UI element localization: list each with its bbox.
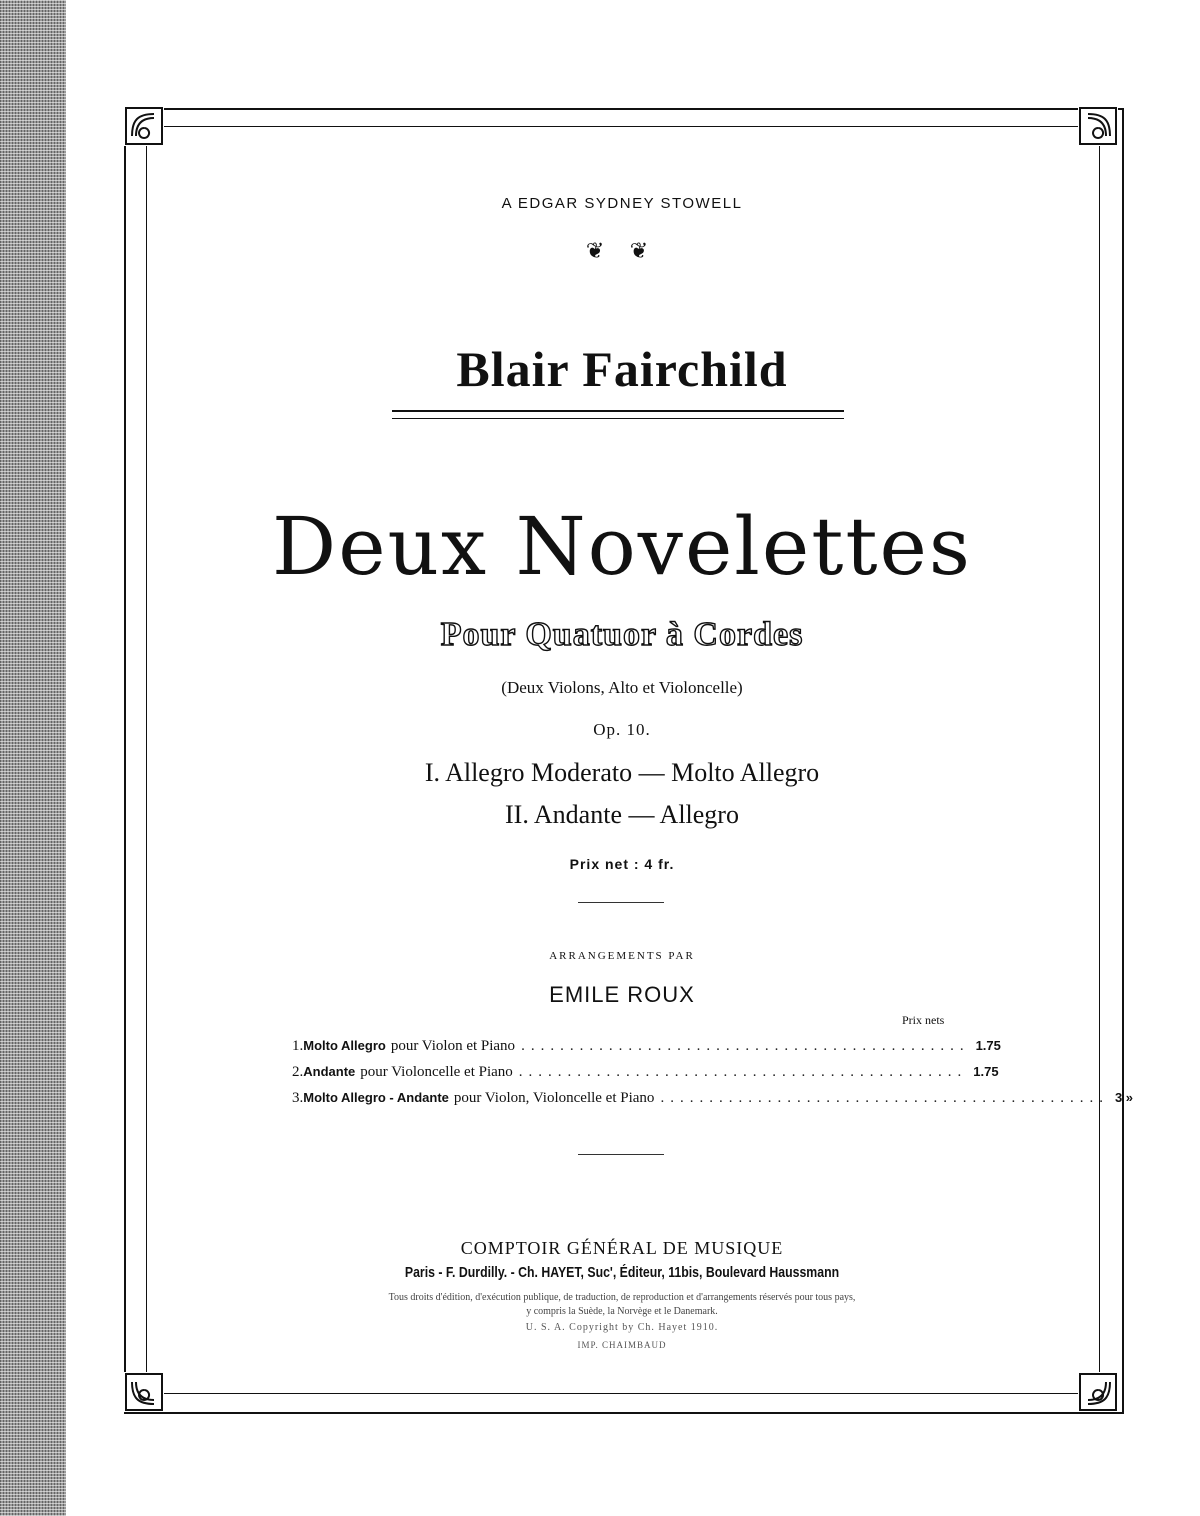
dedication: A EDGAR SYDNEY STOWELL — [501, 195, 743, 212]
printer-imprint: IMP. CHAIMBAUD — [577, 1340, 667, 1350]
item-price: 1.75 — [975, 1038, 1001, 1053]
item-number: 1. — [292, 1038, 304, 1054]
divider — [578, 1154, 664, 1155]
rights-notice: Tous droits d'édition, d'exécution publique, de traduction, de reproduction et d'arrangements réservés pour tous pays, — [388, 1292, 856, 1303]
divider — [578, 902, 664, 903]
opus-number: Op. 10. — [593, 720, 651, 739]
work-subtitle: Pour Quatuor à Cordes — [440, 616, 804, 653]
item-price: 1.75 — [973, 1064, 999, 1079]
corner-ornament-icon — [1078, 106, 1118, 146]
composer-name: Blair Fairchild — [456, 341, 788, 397]
item-title: Andante — [303, 1064, 356, 1079]
rights-notice-countries: y compris la Suède, la Norvège et le Danemark. — [526, 1306, 718, 1317]
divider — [392, 410, 844, 412]
movement-2: II. Andante — Allegro — [505, 800, 739, 829]
arrangements-label: ARRANGEMENTS PAR — [549, 950, 695, 962]
instrumentation: (Deux Violons, Alto et Violoncelle) — [501, 678, 743, 697]
corner-ornament-icon — [124, 106, 164, 146]
item-number: 2. — [292, 1064, 304, 1080]
divider — [392, 418, 844, 419]
item-instrumentation: pour Violon, Violoncelle et Piano — [453, 1090, 655, 1106]
arrangements-list — [292, 1038, 1134, 1116]
item-price: 3 » — [1114, 1090, 1134, 1105]
movement-1: I. Allegro Moderato — Molto Allegro — [424, 758, 820, 787]
leader-dots: .............................................. — [521, 1038, 970, 1054]
floral-ornament-icon: ❦ ❦ — [585, 238, 659, 263]
corner-ornament-icon — [1078, 1372, 1118, 1412]
price: Prix net : 4 fr. — [569, 856, 675, 872]
corner-ornament-icon — [124, 1372, 164, 1412]
item-instrumentation: pour Violon et Piano — [390, 1038, 516, 1054]
publisher-name: COMPTOIR GÉNÉRAL DE MUSIQUE — [460, 1238, 784, 1258]
arranger-name: EMILE ROUX — [549, 982, 695, 1007]
list-item — [292, 1064, 999, 1090]
copyright-notice: U. S. A. Copyright by Ch. Hayet 1910. — [525, 1322, 719, 1333]
item-instrumentation: pour Violoncelle et Piano — [360, 1064, 513, 1080]
item-title: Molto Allegro — [303, 1038, 386, 1053]
list-item — [292, 1090, 1134, 1116]
item-title: Molto Allegro - Andante — [303, 1090, 449, 1105]
leader-dots: .............................................. — [660, 1090, 1109, 1106]
list-item — [292, 1038, 1001, 1064]
work-title: Deux Novelettes — [272, 500, 972, 593]
book-binding — [0, 0, 66, 1516]
prices-header: Prix nets — [902, 1013, 945, 1027]
publisher-address: Paris - F. Durdilly. - Ch. HAYET, Suc', Éditeur, 11bis, Boulevard Haussmann — [404, 1264, 840, 1281]
leader-dots: .............................................. — [518, 1064, 968, 1080]
item-number: 3. — [292, 1090, 304, 1106]
